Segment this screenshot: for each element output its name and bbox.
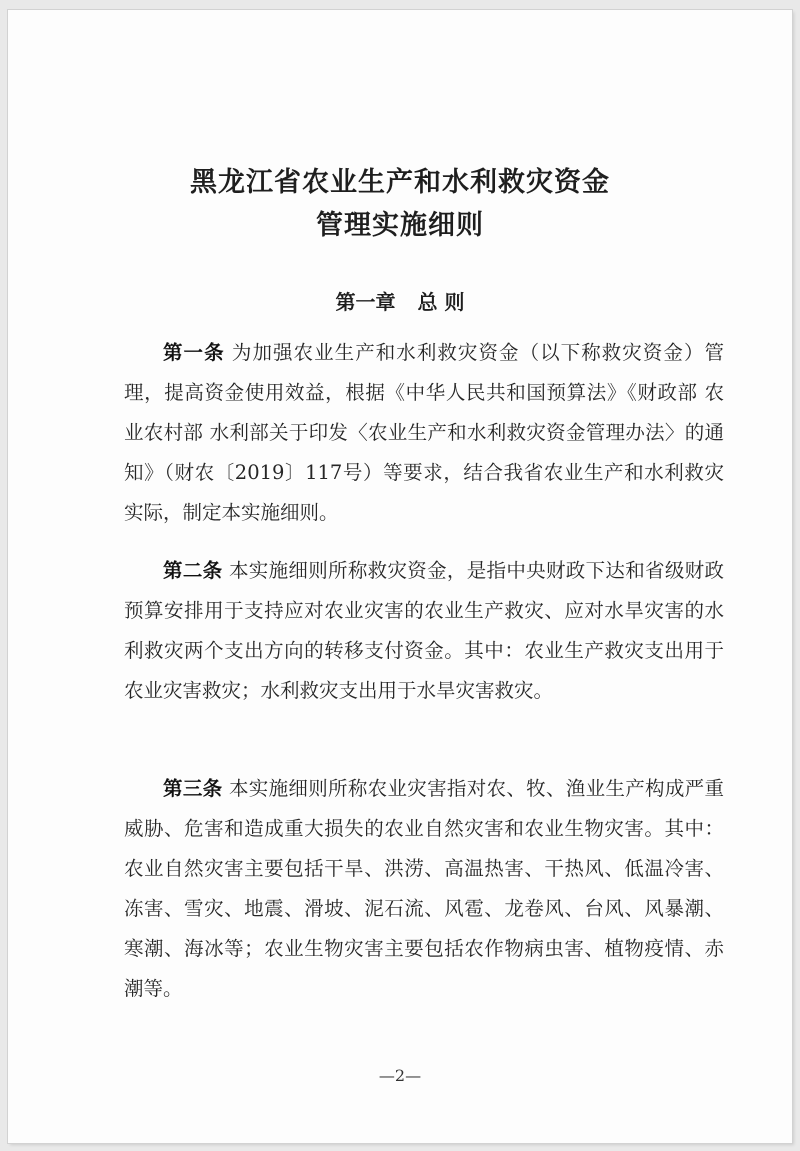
- chapter-heading: [8, 288, 792, 316]
- page-number: —2—: [378, 1066, 422, 1085]
- article-label: 第三条: [163, 777, 223, 800]
- article-text: 本实施细则所称救灾资金，是指中央财政下达和省级财政预算安排用于支持应对农业灾害的农业生产救灾、应对水旱灾害的水利救灾两个支出方向的转移支付资金。其中：农业生产救灾支出用于农业灾害救灾；水利救灾支出用于水旱灾害救灾。: [124, 559, 724, 702]
- chapter-number: 第一章: [335, 290, 396, 314]
- document-title-line-1: 黑龙江省农业生产和水利救灾资金: [190, 167, 610, 198]
- article-label: 第一条: [163, 341, 225, 364]
- document-page: [8, 10, 792, 1143]
- article-paragraph: [124, 769, 724, 1009]
- article-paragraph: [124, 333, 724, 533]
- article-paragraph: [124, 551, 724, 711]
- article-text: 本实施细则所称农业灾害指对农、牧、渔业生产构成严重威胁、危害和造成重大损失的农业自然灾害和农业生物灾害。其中：农业自然灾害主要包括干旱、洪涝、高温热害、干热风、低温冷害、冻害、雪灾、地震、滑坡、泥石流、风雹、龙卷风、台风、风暴潮、寒潮、海冰等；农业生物灾害主要包括农作物病虫害、植物疫情、赤潮等。: [124, 777, 724, 1000]
- article-text: 为加强农业生产和水利救灾资金（以下称救灾资金）管理，提高资金使用效益，根据《中华人民共和国预算法》《财政部 农业农村部 水利部关于印发〈农业生产和水利救灾资金管理办法〉的通知》（财农〔2019〕117号）等要求，结合我省农业生产和水利救灾实际，制定本实施细则。: [124, 341, 724, 524]
- article-label: 第二条: [163, 559, 223, 582]
- document-title-line-2: 管理实施细则: [316, 210, 484, 241]
- chapter-name: 总 则: [417, 290, 465, 314]
